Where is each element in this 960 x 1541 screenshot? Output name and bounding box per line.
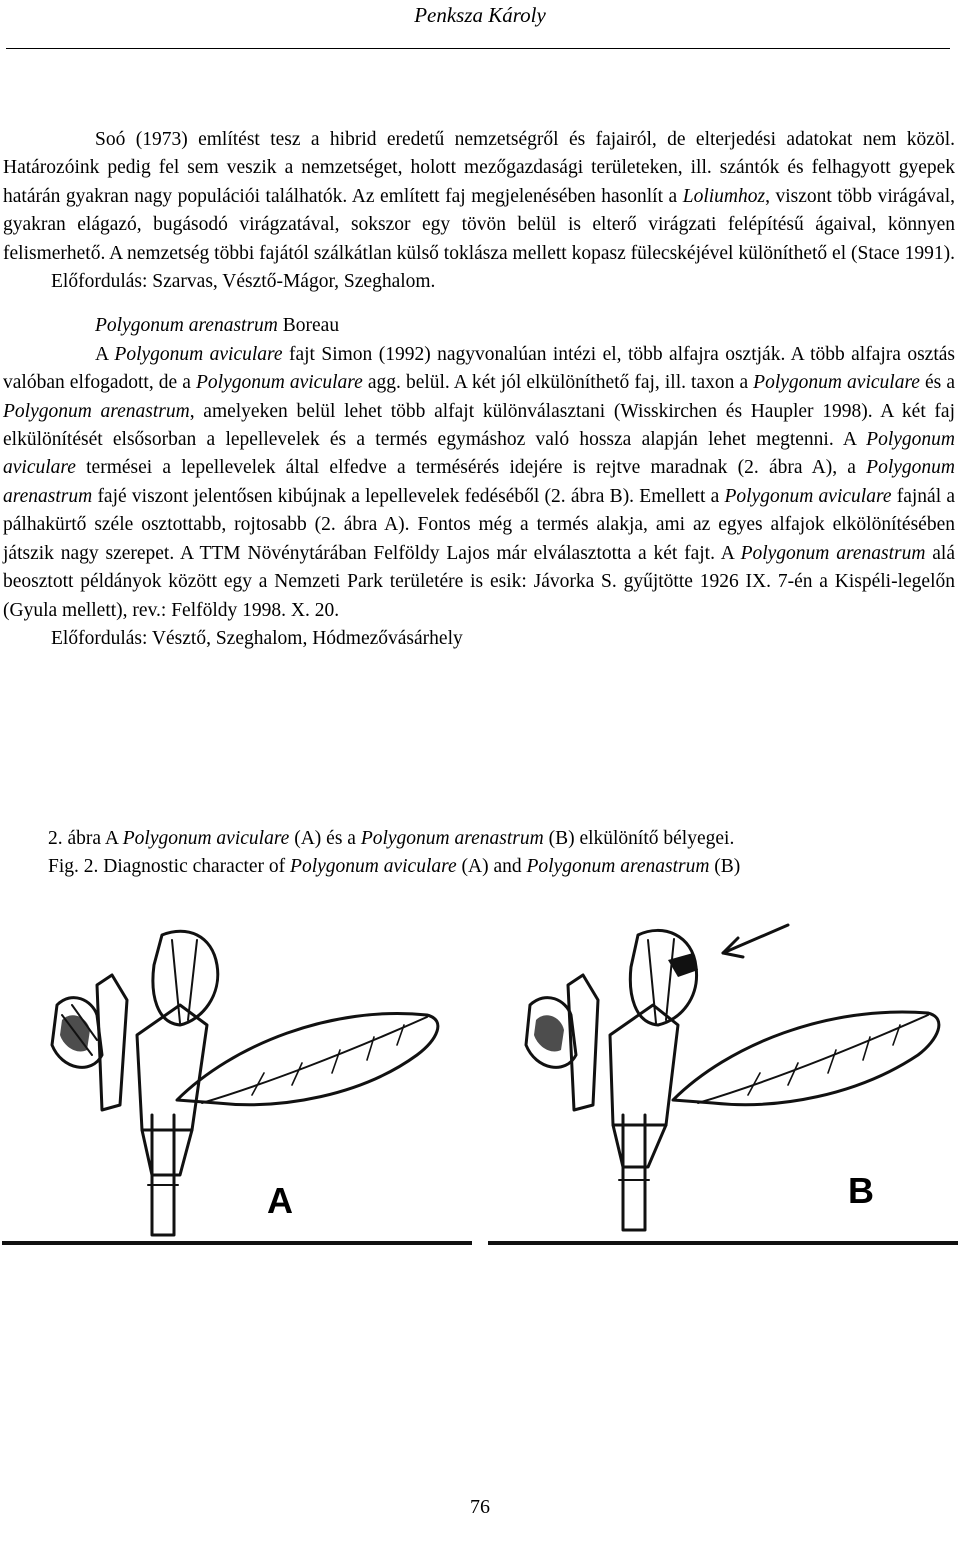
text-run: 2. ábra A <box>48 828 123 849</box>
stem <box>623 1115 645 1230</box>
text-run: Fig. 2. Diagnostic character of <box>48 856 291 877</box>
caption-hungarian <box>48 825 948 853</box>
text-run: termései a lepellevelek által elfedve a termésérés idejére is rejtve maradnak (2. ábra A), a <box>75 457 867 479</box>
italic-taxon: Loliumhoz <box>682 185 766 207</box>
plant-drawing-a <box>2 905 472 1245</box>
text-run: fajt Simon (1992) nagyvonalúan intézi el, több alfajra osztják. A több alfajra osztás valóban elfogadott, de a <box>3 343 955 394</box>
text-run: fajé viszont jelentősen kibújnak a lepellevelek fedéséből (2. ábra B). Emellett a <box>92 485 725 507</box>
italic-taxon: Polygonum aviculare <box>724 485 892 507</box>
spacer <box>3 296 955 312</box>
text-run: (A) and <box>456 856 527 877</box>
body-text <box>3 126 955 653</box>
panel-label-b: B <box>848 1170 874 1211</box>
text-run: (B) <box>709 856 741 877</box>
italic-taxon: Polygonum aviculare <box>3 429 955 479</box>
page-number: 76 <box>470 1496 490 1518</box>
text-run: A <box>95 343 115 365</box>
heading-taxon: Polygonum arenastrum <box>95 315 278 337</box>
section-heading-polygonum <box>3 312 955 340</box>
running-header <box>0 0 960 28</box>
paragraph-polygonum <box>3 341 955 625</box>
italic-taxon: Polygonum arenastrum <box>360 828 544 849</box>
plant-drawing-b <box>488 905 958 1245</box>
italic-taxon: Polygonum arenastrum <box>526 856 710 877</box>
italic-taxon: Polygonum arenastrum <box>3 457 955 507</box>
figure-panel-a <box>2 905 472 1245</box>
italic-taxon: Polygonum arenastrum <box>740 542 926 564</box>
italic-taxon: Polygonum aviculare <box>114 343 283 365</box>
header-rule <box>6 48 950 49</box>
figure-caption <box>48 825 948 881</box>
flower-1 <box>630 930 696 1025</box>
heading-author: Boreau <box>277 315 340 337</box>
italic-taxon: Polygonum aviculare <box>195 372 363 394</box>
text-run: alá beosztott példányok között egy a Nemzeti Park területére is esik: Jávorka S. gyűjtötte 1926 IX. 7-én a Kispéli-legelőn (Gyula mellett), rev.: Felföldy 1998. X. 20. <box>3 542 956 621</box>
paragraph-lolium <box>3 126 955 268</box>
text-run: agg. belül. A két jól elkülöníthető faj, ill. taxon a <box>362 372 754 394</box>
panel-label-a: A <box>267 1180 293 1221</box>
caption-english <box>48 853 948 881</box>
occurrence-line-1: Előfordulás: Szarvas, Vésztő-Mágor, Szeghalom. <box>51 271 436 293</box>
text-run: , amelyeken belül lehet több alfajt különválasztani (Wisskirchen és Haupler 1998). A két faj elkülönítését elsősorban a lepellevelek és a termés egymáshoz való hossza alapján lehet megtenni. A <box>3 400 955 451</box>
text-run: (A) és a <box>289 828 361 849</box>
figure-panel-b <box>488 905 958 1245</box>
text-run: , viszont több virágával, gyakran elágazó, bugásodó virágzatával, sokszor egy tövön belül is elterő virágzati felépítésű ágaival, könnyen felismerhető. A nemzetség többi fajától szálkátlan külső toklásza mellett kopasz fülecskéjével különíthető el (Stace 1991). <box>3 185 955 264</box>
italic-taxon: Polygonum aviculare <box>290 856 457 877</box>
arrow-shaft <box>723 925 788 953</box>
flower-1 <box>153 931 218 1025</box>
text-run: (B) elkülönítő bélyegei. <box>543 828 735 849</box>
italic-taxon: Polygonum arenastrum <box>3 400 190 422</box>
text-run: és a <box>919 372 955 394</box>
text-run: fajnál a pálhakürtő széle osztottabb, rojtosabb (2. ábra A). Fontos még a termés alakja, ami az egyes alfajok elkölönítésében játszik nagy szerepet. A TTM Növénytárában Felföldy Lajos már elválasztotta a két fajt. A <box>3 485 956 564</box>
occurrence-line-2: Előfordulás: Vésztő, Szeghalom, Hódmezővásárhely <box>51 627 463 649</box>
leaf-outline <box>177 1013 438 1104</box>
italic-taxon: Polygonum aviculare <box>122 828 290 849</box>
italic-taxon: Polygonum aviculare <box>753 372 920 394</box>
header-author: Penksza Károly <box>414 3 546 27</box>
text-run: Soó (1973) említést tesz a hibrid eredetű nemzetségről és fajairól, de elterjedési adatokat nem közöl. Határozóink pedig fel sem veszik a nemzetséget, holott mezőgazdasági területeken, ill. szántók és felhagyott gyepek határán gyakran nagy populációi találhatók. Az említett faj megjelenésében hasonlít a <box>3 129 955 207</box>
stalk <box>568 975 598 1110</box>
